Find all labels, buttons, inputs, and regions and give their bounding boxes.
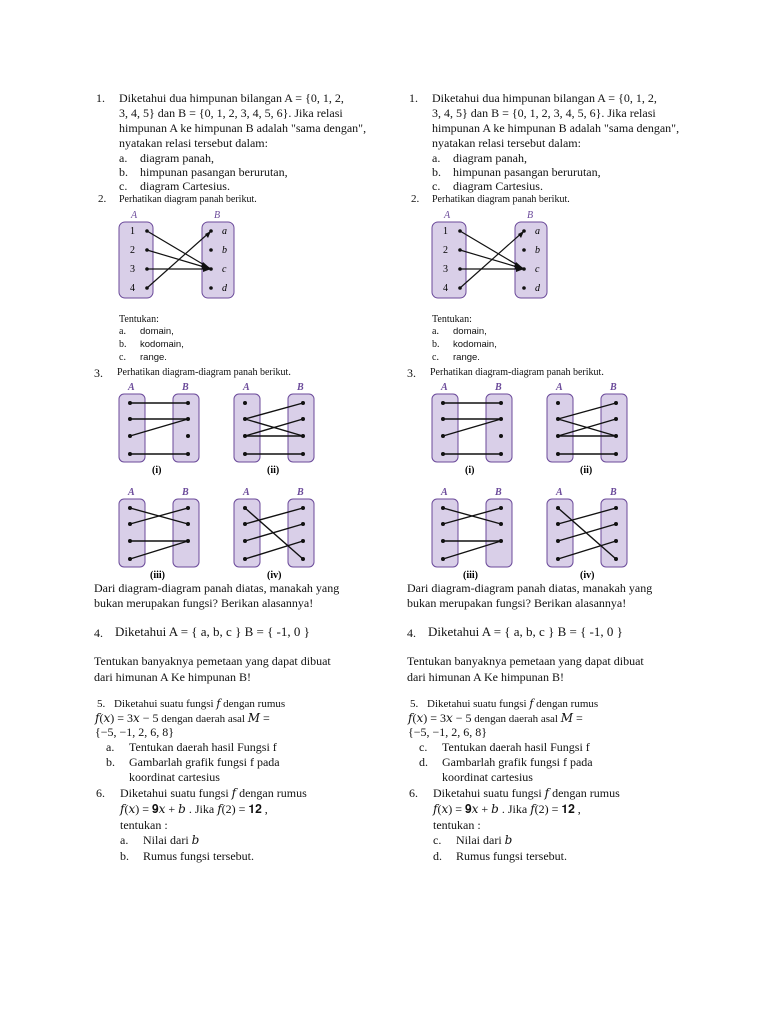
a-item: 3 xyxy=(443,264,448,275)
question-1-line-4: nyatakan relasi tersebut dalam: xyxy=(432,136,581,150)
svg-text:A: A xyxy=(441,382,448,393)
b-item: c xyxy=(222,264,227,275)
option-text: Gambarlah grafik fungsi f pada xyxy=(129,755,280,769)
svg-text:B: B xyxy=(495,487,502,498)
option-letter: a. xyxy=(432,326,439,337)
a-item: 4 xyxy=(443,283,448,294)
a-item: 1 xyxy=(443,226,448,237)
question-6-line-3: tentukan : xyxy=(120,818,168,832)
question-5-line-1: Diketahui suatu fungsi 𝑓 dengan rumus xyxy=(114,698,286,710)
option-letter: b. xyxy=(119,165,128,179)
tentukan-label: Tentukan: xyxy=(432,314,472,325)
question-5-line-3: {−5, −1, 2, 6, 8} xyxy=(408,725,488,739)
svg-text:(ii): (ii) xyxy=(267,465,280,476)
svg-text:A: A xyxy=(556,382,563,393)
question-number: 6. xyxy=(96,786,105,800)
set-b-label: B xyxy=(527,210,534,221)
option-text: koordinat cartesius xyxy=(129,770,220,784)
arrow-diagram-i xyxy=(116,381,200,476)
arrow-diagram-ii xyxy=(231,381,315,476)
question-1-line-2: 3, 4, 5} dan B = {0, 1, 2, 3, 4, 5, 6}. Jika relasi xyxy=(119,106,343,120)
question-number: 1. xyxy=(409,91,418,105)
question-number: 6. xyxy=(409,786,418,800)
question-4-text: Diketahui A = { a, b, c } B = { -1, 0 } xyxy=(115,624,310,639)
tentukan-label: Tentukan: xyxy=(119,314,159,325)
arrow-diagram-iii xyxy=(116,486,200,581)
option-text: himpunan pasangan berurutan, xyxy=(140,165,288,179)
question-3-text: Perhatikan diagram-diagram panah berikut. xyxy=(430,367,604,378)
question-4-text: Diketahui A = { a, b, c } B = { -1, 0 } xyxy=(428,624,623,639)
question-6-line-3: tentukan : xyxy=(433,818,481,832)
svg-text:B: B xyxy=(610,382,617,393)
option-letter: d. xyxy=(419,755,428,769)
question-number: 1. xyxy=(96,91,105,105)
b-item: d xyxy=(222,283,227,294)
a-item: 3 xyxy=(130,264,135,275)
question-2-text: Perhatikan diagram panah berikut. xyxy=(432,194,570,205)
option-letter: a. xyxy=(106,740,115,754)
option-text: koordinat cartesius xyxy=(442,770,533,784)
question-1-line-3: himpunan A ke himpunan B adalah "sama dengan", xyxy=(119,121,367,135)
option-text: Gambarlah grafik fungsi f pada xyxy=(442,755,593,769)
question-1-line-1: Diketahui dua himpunan bilangan A = {0, 1, 2, xyxy=(432,91,657,105)
a-item: 4 xyxy=(130,283,135,294)
svg-text:A: A xyxy=(243,382,250,393)
set-a-label: A xyxy=(444,210,451,221)
svg-text:B: B xyxy=(297,382,304,393)
arrow-diagram-i xyxy=(429,381,513,476)
svg-text:(iv): (iv) xyxy=(267,570,282,581)
option-letter: c. xyxy=(119,179,128,193)
b-item: b xyxy=(535,245,540,256)
option-letter: c. xyxy=(419,740,428,754)
option-text: diagram panah, xyxy=(140,151,214,165)
arrow-diagram-iv xyxy=(544,486,628,581)
svg-text:A: A xyxy=(128,487,135,498)
option-letter: c. xyxy=(119,352,126,363)
option-text: Tentukan daerah hasil Fungsi f xyxy=(129,740,277,754)
option-text: range. xyxy=(453,352,480,363)
option-text: Nilai dari 𝑏 xyxy=(456,833,513,847)
option-text: Nilai dari 𝑏 xyxy=(143,833,200,847)
question-number: 2. xyxy=(411,193,420,205)
option-letter: a. xyxy=(432,151,441,165)
option-letter: a. xyxy=(119,151,128,165)
question-number: 3. xyxy=(94,366,103,380)
option-letter: b. xyxy=(432,165,441,179)
question-2-text: Perhatikan diagram panah berikut. xyxy=(119,194,257,205)
option-text: Rumus fungsi tersebut. xyxy=(143,849,254,863)
question-number: 5. xyxy=(97,698,106,710)
option-letter: c. xyxy=(433,833,442,847)
option-text: Rumus fungsi tersebut. xyxy=(456,849,567,863)
arrows xyxy=(147,231,211,288)
option-text: Tentukan daerah hasil Fungsi f xyxy=(442,740,590,754)
svg-text:A: A xyxy=(441,487,448,498)
question-number: 4. xyxy=(407,626,416,640)
svg-text:(i): (i) xyxy=(152,465,162,476)
question-1-line-4: nyatakan relasi tersebut dalam: xyxy=(119,136,268,150)
svg-text:B: B xyxy=(297,487,304,498)
question-5-line-2: 𝑓(𝑥) = 3𝑥 − 5 dengan daerah asal 𝑀 = xyxy=(408,711,583,725)
svg-text:B: B xyxy=(610,487,617,498)
b-item: c xyxy=(535,264,540,275)
question-number: 2. xyxy=(98,193,107,205)
question-3-line-1: Dari diagram-diagram panah diatas, manakah yang xyxy=(94,581,340,595)
arrows xyxy=(460,231,524,288)
svg-text:A: A xyxy=(243,487,250,498)
option-text: domain, xyxy=(140,326,174,337)
question-4-line-1: Tentukan banyaknya pemetaan yang dapat dibuat xyxy=(94,654,331,668)
option-text: range. xyxy=(140,352,167,363)
question-6-line-1: Diketahui suatu fungsi 𝑓 dengan rumus xyxy=(120,786,307,800)
b-item: a xyxy=(535,226,540,237)
set-a-label: A xyxy=(131,210,138,221)
svg-text:(ii): (ii) xyxy=(580,465,593,476)
arrow-diagram-iii xyxy=(429,486,513,581)
svg-text:(iv): (iv) xyxy=(580,570,595,581)
question-6-line-2: 𝑓(𝑥) = 𝟗𝑥 + 𝑏 . Jika 𝑓(2) = 𝟏𝟐 , xyxy=(433,802,581,816)
set-b-label: B xyxy=(214,210,221,221)
question-5-line-1: Diketahui suatu fungsi 𝑓 dengan rumus xyxy=(427,698,599,710)
question-5-line-2: 𝑓(𝑥) = 3𝑥 − 5 dengan daerah asal 𝑀 = xyxy=(95,711,270,725)
arrow-diagram-ii xyxy=(544,381,628,476)
question-3-line-1: Dari diagram-diagram panah diatas, manakah yang xyxy=(407,581,653,595)
question-1-line-1: Diketahui dua himpunan bilangan A = {0, 1, 2, xyxy=(119,91,344,105)
question-3-line-2: bukan merupakan fungsi? Berikan alasannya! xyxy=(94,596,314,610)
question-5-line-3: {−5, −1, 2, 6, 8} xyxy=(95,725,175,739)
a-item: 1 xyxy=(130,226,135,237)
svg-text:(i): (i) xyxy=(465,465,475,476)
option-letter: b. xyxy=(120,849,129,863)
option-text: diagram Cartesius. xyxy=(140,179,230,193)
option-letter: c. xyxy=(432,352,439,363)
svg-text:A: A xyxy=(128,382,135,393)
b-item: a xyxy=(222,226,227,237)
question-3-text: Perhatikan diagram-diagram panah berikut. xyxy=(117,367,291,378)
question-1-line-3: himpunan A ke himpunan B adalah "sama dengan", xyxy=(432,121,680,135)
option-letter: a. xyxy=(119,326,126,337)
question-4-line-1: Tentukan banyaknya pemetaan yang dapat dibuat xyxy=(407,654,644,668)
arrow-diagram-iv xyxy=(231,486,315,581)
b-item: d xyxy=(535,283,540,294)
question-3-line-2: bukan merupakan fungsi? Berikan alasannya! xyxy=(407,596,627,610)
svg-text:B: B xyxy=(182,487,189,498)
svg-text:(iii): (iii) xyxy=(463,570,478,581)
option-text: himpunan pasangan berurutan, xyxy=(453,165,601,179)
option-text: domain, xyxy=(453,326,487,337)
option-text: kodomain, xyxy=(453,339,497,350)
option-text: diagram panah, xyxy=(453,151,527,165)
question-6-line-1: Diketahui suatu fungsi 𝑓 dengan rumus xyxy=(433,786,620,800)
arrow-diagram-q2 xyxy=(115,209,235,299)
question-4-line-2: dari himunan A Ke himpunan B! xyxy=(94,670,251,684)
svg-text:(iii): (iii) xyxy=(150,570,165,581)
question-number: 3. xyxy=(407,366,416,380)
option-letter: b. xyxy=(432,339,440,350)
question-6-line-2: 𝑓(𝑥) = 𝟗𝑥 + 𝑏 . Jika 𝑓(2) = 𝟏𝟐 , xyxy=(120,802,268,816)
option-letter: b. xyxy=(119,339,127,350)
a-item: 2 xyxy=(443,245,448,256)
question-4-line-2: dari himunan A Ke himpunan B! xyxy=(407,670,564,684)
option-text: diagram Cartesius. xyxy=(453,179,543,193)
option-letter: b. xyxy=(106,755,115,769)
question-number: 4. xyxy=(94,626,103,640)
arrow-diagram-q2 xyxy=(428,209,548,299)
option-letter: a. xyxy=(120,833,129,847)
option-text: kodomain, xyxy=(140,339,184,350)
svg-text:A: A xyxy=(556,487,563,498)
question-1-line-2: 3, 4, 5} dan B = {0, 1, 2, 3, 4, 5, 6}. Jika relasi xyxy=(432,106,656,120)
svg-text:B: B xyxy=(495,382,502,393)
question-number: 5. xyxy=(410,698,419,710)
option-letter: c. xyxy=(432,179,441,193)
a-item: 2 xyxy=(130,245,135,256)
option-letter: d. xyxy=(433,849,442,863)
b-item: b xyxy=(222,245,227,256)
svg-text:B: B xyxy=(182,382,189,393)
